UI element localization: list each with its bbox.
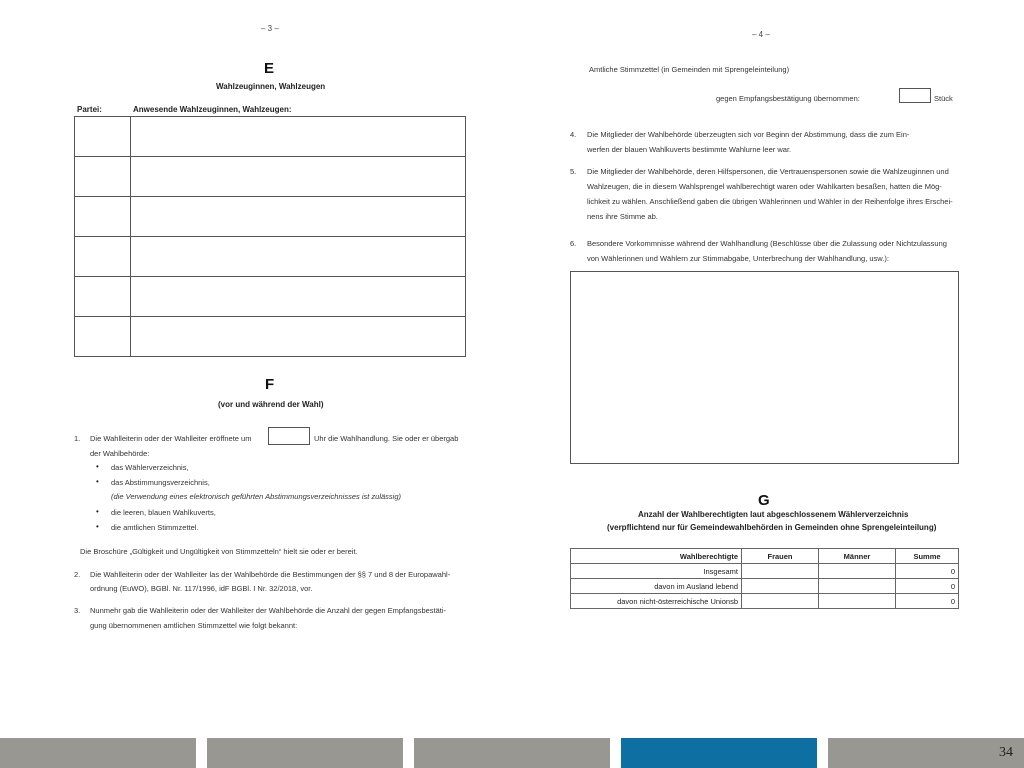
footer-segment: [414, 738, 610, 768]
party-cell[interactable]: [75, 197, 131, 237]
maenner-cell[interactable]: [819, 579, 896, 594]
left-page-number: – 3 –: [261, 24, 279, 33]
section-g-subtitle: (verpflichtend nur für Gemeindewahlbehörden in Gemeinden ohne Sprengeleinteilung): [607, 523, 937, 532]
item5-number: 5.: [570, 167, 577, 176]
footer-segment: [0, 738, 196, 768]
brochure-text: Die Broschüre „Gültigkeit und Ungültigkeit von Stimmzetteln“ hielt sie oder er bereit.: [80, 547, 358, 556]
item1-text-a: Die Wahlleiterin oder der Wahlleiter eröffnete um: [90, 434, 252, 443]
header-wahlberechtigte: Wahlberechtigte: [571, 549, 742, 564]
party-cell[interactable]: [75, 117, 131, 157]
maenner-cell[interactable]: [819, 594, 896, 609]
present-cell[interactable]: [131, 197, 466, 237]
frauen-cell[interactable]: [742, 564, 819, 579]
received-line: gegen Empfangsbestätigung übernommen:: [716, 94, 860, 103]
item1-text-b: Uhr die Wahlhandlung. Sie oder er übergab: [314, 434, 459, 443]
item3-number: 3.: [74, 606, 81, 615]
party-cell[interactable]: [75, 277, 131, 317]
party-cell[interactable]: [75, 237, 131, 277]
party-cell[interactable]: [75, 157, 131, 197]
incidents-textarea[interactable]: [570, 271, 959, 464]
item2-number: 2.: [74, 570, 81, 579]
table-row: [571, 594, 959, 609]
item4-number: 4.: [570, 130, 577, 139]
present-cell[interactable]: [131, 237, 466, 277]
bullet-dot: •: [96, 522, 99, 531]
section-f-title: (vor und während der Wahl): [218, 400, 324, 409]
item5-text-d: nens ihre Stimme ab.: [587, 212, 658, 221]
footer-segment: [207, 738, 403, 768]
section-g-title: Anzahl der Wahlberechtigten laut abgeschlossenem Wählerverzeichnis: [638, 510, 909, 519]
item2-text-a: Die Wahlleiterin oder der Wahlleiter las der Wahlbehörde die Bestimmungen der §§ 7 und 8 der Europawahl-: [90, 570, 451, 579]
footer-segment: [828, 738, 1024, 768]
present-cell[interactable]: [131, 157, 466, 197]
col-header-party: Partei:: [77, 105, 102, 114]
item2-text-b: ordnung (EuWO), BGBl. Nr. 117/1996, idF BGBl. I Nr. 32/2018, vor.: [90, 584, 313, 593]
section-e-letter: E: [264, 60, 275, 77]
wahlzeugen-table: [74, 116, 466, 357]
party-cell[interactable]: [75, 317, 131, 357]
item5-text-b: Wahlzeugen, die in diesem Wahlsprengel wahlberechtigt waren oder Wahlkarten besaßen, hatten die Mög-: [587, 182, 942, 191]
bullet-item: die leeren, blauen Wahlkuverts,: [111, 508, 216, 517]
section-g-letter: G: [758, 492, 770, 509]
summe-cell: 0: [896, 564, 959, 579]
present-cell[interactable]: [131, 277, 466, 317]
col-header-present: Anwesende Wahlzeuginnen, Wahlzeugen:: [133, 105, 292, 114]
footer-segment-active: [621, 738, 817, 768]
stueck-count-field[interactable]: [899, 88, 931, 103]
frauen-cell[interactable]: [742, 594, 819, 609]
opening-time-field[interactable]: [268, 427, 310, 445]
table-row: [571, 579, 959, 594]
item6-number: 6.: [570, 239, 577, 248]
bullet-item: das Wählerverzeichnis,: [111, 463, 189, 472]
table-row: [571, 564, 959, 579]
summe-cell: 0: [896, 579, 959, 594]
summe-cell: 0: [896, 594, 959, 609]
row-label: davon im Ausland lebend: [571, 579, 742, 594]
item1-number: 1.: [74, 434, 81, 443]
row-label: davon nicht-österreichische Unionsb: [571, 594, 742, 609]
stueck-label: Stück: [934, 94, 953, 103]
slide-number: 34: [999, 745, 1013, 760]
item3-text-a: Nunmehr gab die Wahlleiterin oder der Wahlleiter der Wahlbehörde die Anzahl der gegen Empfangsbestäti-: [90, 606, 447, 615]
present-cell[interactable]: [131, 317, 466, 357]
section-f-letter: F: [265, 376, 275, 393]
header-frauen: Frauen: [742, 549, 819, 564]
header-maenner: Männer: [819, 549, 896, 564]
item4-text-a: Die Mitglieder der Wahlbehörde überzeugten sich vor Beginn der Abstimmung, dass die zum Ein-: [587, 130, 910, 139]
item6-text-a: Besondere Vorkommnisse während der Wahlhandlung (Beschlüsse über die Zulassung oder Nichtzulassung: [587, 239, 947, 248]
right-page-number: – 4 –: [752, 30, 770, 39]
present-cell[interactable]: [131, 117, 466, 157]
bullet-note: (die Verwendung eines elektronisch geführten Abstimmungsverzeichnisses ist zulässig): [111, 492, 402, 501]
stimmzettel-line: Amtliche Stimmzettel (in Gemeinden mit Sprengeleinteilung): [589, 65, 790, 74]
item1-text-c: der Wahlbehörde:: [90, 449, 150, 458]
item5-text-a: Die Mitglieder der Wahlbehörde, deren Hilfspersonen, die Vertrauenspersonen sowie die Wahlzeuginnen und: [587, 167, 949, 176]
maenner-cell[interactable]: [819, 564, 896, 579]
bullet-dot: •: [96, 477, 99, 486]
item3-text-b: gung übernommenen amtlichen Stimmzettel wie folgt bekannt:: [90, 621, 298, 630]
bullet-item: das Abstimmungsverzeichnis,: [111, 478, 210, 487]
item6-text-b: von Wählerinnen und Wählern zur Stimmabgabe, Unterbrechung der Wahlhandlung, usw.):: [587, 254, 889, 263]
bullet-item: die amtlichen Stimmzettel.: [111, 523, 199, 532]
frauen-cell[interactable]: [742, 579, 819, 594]
row-label: Insgesamt: [571, 564, 742, 579]
item5-text-c: lichkeit zu wählen. Anschließend gaben die übrigen Wählerinnen und Wähler in der Reihenfolge ihres Erschei-: [587, 197, 953, 206]
bullet-dot: •: [96, 462, 99, 471]
header-summe: Summe: [896, 549, 959, 564]
bullet-dot: •: [96, 507, 99, 516]
voters-table: [570, 548, 959, 609]
section-e-title: Wahlzeuginnen, Wahlzeugen: [216, 82, 326, 91]
item4-text-b: werfen der blauen Wahlkuverts bestimmte Wahlurne leer war.: [587, 145, 792, 154]
